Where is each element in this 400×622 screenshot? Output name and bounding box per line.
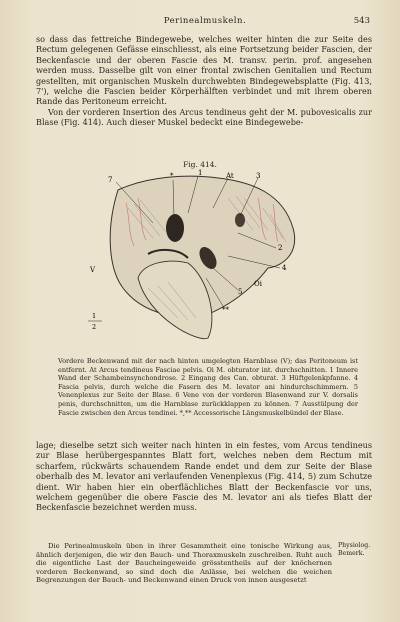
figure-drawing	[78, 168, 318, 348]
label-v: V	[90, 266, 96, 274]
figure-title: Fig. 414.	[183, 160, 217, 169]
lower-text-block	[36, 542, 332, 585]
label-oi: Oi	[254, 280, 262, 288]
top-text-block	[36, 34, 372, 128]
label-1: 1	[198, 169, 203, 177]
paragraph: Von der vorderen Insertion des Arcus tendineus geht der M. pubovesicalis zur Blase (Fig. 414). Auch dieser Muskel bedeckt eine Bindegewebe-	[36, 106, 372, 128]
figure-caption	[58, 357, 358, 417]
anatomical-figure	[78, 168, 318, 348]
paragraph: Die Perinealmuskeln üben in ihrer Gesammtheit eine tonische Wirkung aus, ähnlich derjenigen, die wir den Bauch- und Thoraxmuskeln zuschreiben. Ruht auch die eigentliche Last der Baucheingeweide grösstentheils auf der knöchernen vorderen Beckenwand, so sind doch die Anlässe, bei welchen die weichen Begrenzungen der Bauch- und Beckenwand einen Druck von innen ausgesetzt	[36, 542, 332, 585]
label-7: 7	[108, 176, 113, 184]
symphysis-shadow	[166, 214, 184, 242]
page-number: 543	[353, 16, 370, 26]
mid-text-block	[36, 440, 372, 513]
label-4: 4	[282, 264, 287, 272]
scale-denominator: 2	[92, 323, 97, 331]
paragraph: lage; dieselbe setzt sich weiter nach hinten in ein festes, vom Arcus tendineus zur Blase herübergespanntes Blatt fort, welches neben dem Rectum mit scharfem, rückwärts schauendem Rande endet und dem zur Seite der Blase oberhalb des M. levator ani verlaufenden Venenplexus (Fig. 414, 5) zum Schutze dient. Wir haben hier ein oberflächliches Blatt der Beckenfascie vor uns, welchem gegenüber die obere Fascie des M. levator ani als tiefes Blatt der Beckenfascie bezeichnet werden muss.	[36, 440, 372, 513]
paragraph: so dass das fettreiche Bindegewebe, welches weiter hinten die zur Seite des Rectum gelegenen Gefässe einschliesst, als eine Fortsetzung beider Fascien, der Beckenfascie und der oberen Fascie des M. transv. perin. prof. angesehen werden muss. Dasselbe gilt von einer frontal zwischen Genitalien und Rectum gestellten, mit organischen Muskeln durchwebten Bindegewebsplatte (Fig. 413, 7'), welche die Fascien beider Körperhälften verbindet und mit ihrem oberen Rande das Peritoneum erreicht.	[36, 34, 372, 107]
label-3: 3	[256, 172, 261, 180]
scale-numerator: 1	[92, 312, 97, 320]
running-head: Perinealmuskeln.	[163, 16, 247, 26]
label-at: At	[226, 172, 234, 180]
label-dstar: **	[222, 306, 229, 314]
label-2: 2	[278, 244, 283, 252]
page-header	[40, 16, 370, 28]
margin-note: Physiolog. Bemerk.	[338, 542, 371, 557]
acetabulum	[235, 213, 245, 227]
caption-text: Vordere Beckenwand mit der nach hinten umgelegten Harnblase (V); das Peritoneum ist entfernt. At Arcus tendineus Fasciae pelvis. Oi M. obturator int. durchschnitten. 1 Innere Wand der Schambeinsynchondrose. 2 Eingang des Can. obturat. 3 Hüftgelenkpfanne. 4 Fascia pelvis, durch welche die Fasern des M. levator ani hindurchschimmern. 5 Venenplexus zur Seite der Blase. 6 Vene von der vorderen Blasenwand zur V. dorsalis penis, durchschnitten, um die Harnblase zurückklappen zu können. 7 Ausstülpung der Fascie zwischen den Arcus tendinei. *,** Accessorische Längsmuskelbündel der Blase.	[58, 357, 358, 417]
label-star: *	[170, 172, 174, 180]
label-5: 5	[238, 288, 243, 296]
